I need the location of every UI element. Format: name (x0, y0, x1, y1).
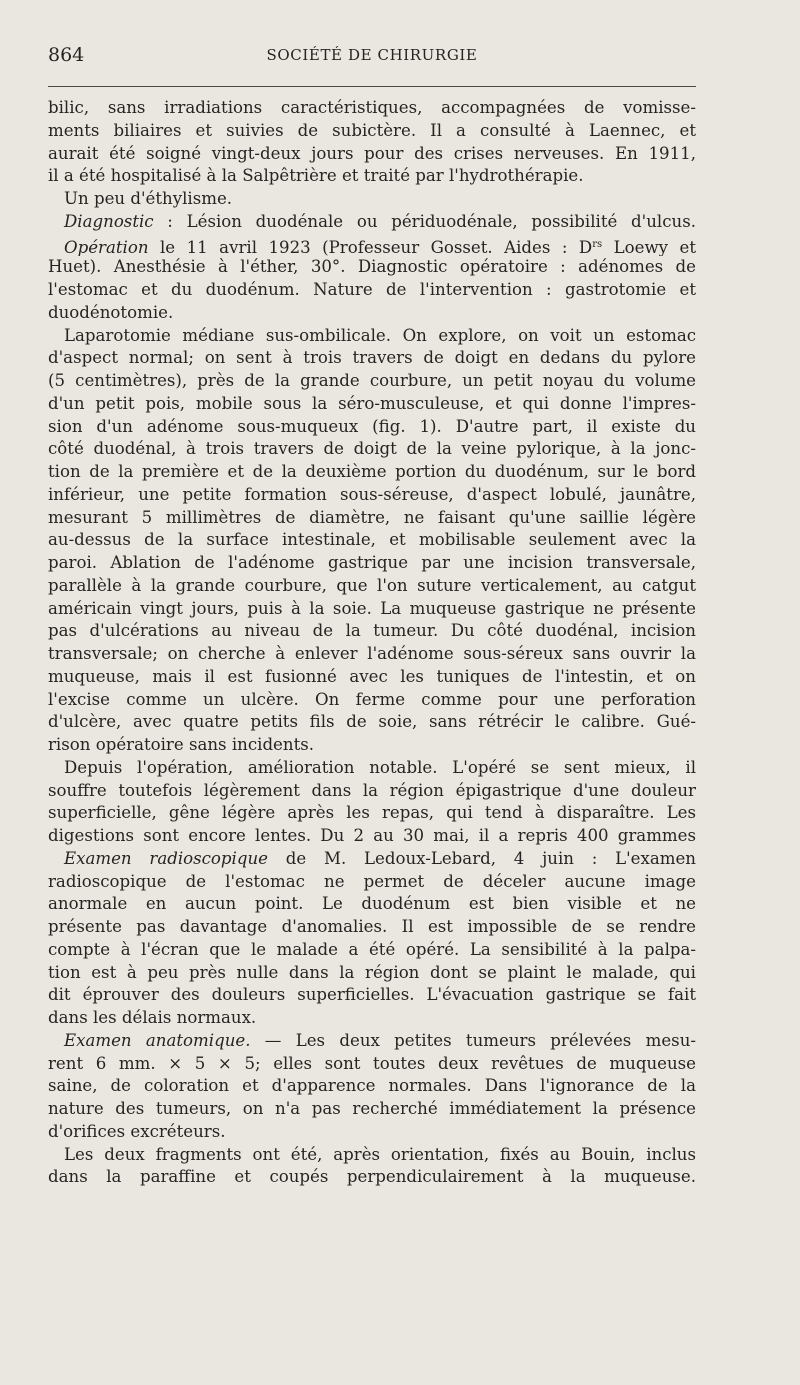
header-rule (48, 86, 696, 87)
text-line: Un peu d'éthylisme. (64, 189, 233, 208)
text-line: Examen radioscopique de M. Ledoux-Lebard, 4 juin : L'examen (64, 848, 696, 868)
paragraph (48, 97, 696, 188)
text-line: rison opératoire sans incidents. (48, 735, 315, 754)
paragraph (48, 1144, 696, 1190)
text-line: (5 centimètres), près de la grande courbure, un petit noyau du volume (48, 371, 696, 390)
text-line: rent 6 mm. × 5 × 5; elles sont toutes deux revêtues de muqueuse (48, 1053, 696, 1073)
diagnostic-label: Diagnostic (64, 211, 154, 231)
text-line: au-dessus de la surface intestinale, et mobilisable seulement avec la (48, 530, 696, 550)
doctors-superscript: rs (592, 238, 603, 250)
body-text (48, 97, 696, 1189)
text-line: transversale; on cherche à enlever l'adénome sous-séreux sans ouvrir la (48, 644, 696, 663)
text-line: superficielle, gêne légère après les repas, qui tend à disparaître. Les (48, 803, 696, 823)
text-line: saine, de coloration et d'apparence normales. Dans l'ignorance de la (48, 1076, 696, 1096)
text-line: parallèle à la grande courbure, que l'on suture verticalement, au catgut (48, 575, 696, 595)
text-line: anormale en aucun point. Le duodénum est bien visible et ne (48, 894, 696, 914)
text-line: radioscopique de l'estomac ne permet de déceler aucune image (48, 871, 696, 891)
text-line: tion de la première et de la deuxième portion du duodénum, sur le bord (48, 462, 696, 481)
text-line: Les deux fragments ont été, après orientation, fixés au Bouin, inclus (64, 1144, 696, 1164)
running-title: SOCIÉTÉ DE CHIRURGIE (266, 46, 478, 64)
text-line: présente pas davantage d'anomalies. Il est impossible de se rendre (48, 917, 696, 936)
operation-label: Opération (64, 237, 149, 257)
text-line: muqueuse, mais il est fusionné avec les tuniques de l'intestin, et on (48, 666, 696, 686)
text-line: d'aspect normal; on sent à trois travers de doigt en dedans du pylore (48, 348, 696, 368)
text-line: l'excise comme un ulcère. On ferme comme pour une perforation (48, 689, 696, 709)
text-line: bilic, sans irradiations caractéristiques, accompagnées de vomisse- (48, 98, 696, 117)
text-line: aurait été soigné vingt-deux jours pour des crises nerveuses. En 1911, (48, 143, 696, 163)
paragraph (48, 1030, 696, 1144)
text-line: Opération le 11 avril 1923 (Professeur Gosset. Aides : $D^{rs}$ Loewy et (64, 237, 696, 257)
text-line: l'estomac et du duodénum. Nature de l'intervention : gastrotomie et (48, 280, 696, 299)
text-line: d'ulcère, avec quatre petits fils de soie, sans rétrécir le calibre. Gué- (48, 712, 696, 732)
text-line: souffre toutefois légèrement dans la région épigastrique d'une douleur (48, 780, 696, 800)
text-line: dans la paraffine et coupés perpendiculairement à la muqueuse. (48, 1167, 696, 1187)
text-line: d'un petit pois, mobile sous la séro-musculeuse, et qui donne l'impres- (48, 393, 696, 413)
text-line: dit éprouver des douleurs superficielles. L'évacuation gastrique se fait (48, 985, 696, 1005)
paragraph (48, 848, 696, 1030)
text-line: tion est à peu près nulle dans la région dont se plaint le malade, qui (48, 962, 696, 982)
paragraph (48, 211, 696, 234)
paragraph (48, 325, 696, 757)
text-line: Huet). Anesthésie à l'éther, 30°. Diagnostic opératoire : adénomes de (48, 257, 696, 277)
paragraph (48, 188, 696, 211)
text-line: mesurant 5 millimètres de diamètre, ne faisant qu'une saillie légère (48, 507, 696, 527)
radioscopy-label: Examen radioscopique (64, 848, 268, 868)
text-line: paroi. Ablation de l'adénome gastrique par une incision transversale, (48, 553, 696, 572)
text-line: américain vingt jours, puis à la soie. La muqueuse gastrique ne présente (48, 598, 696, 618)
page-number: 864 (48, 44, 85, 66)
text-line: il a été hospitalisé à la Salpêtrière et traité par l'hydrothérapie. (48, 166, 584, 186)
text-line: d'orifices excréteurs. (48, 1121, 226, 1141)
text-line: Examen anatomique. — Les deux petites tumeurs prélevées mesu- (64, 1030, 696, 1050)
text-line (48, 211, 696, 234)
anatomy-label: Examen anatomique. (64, 1030, 251, 1050)
paragraph (48, 234, 696, 325)
text-line: Laparotomie médiane sus-ombilicale. On explore, on voit un estomac (64, 325, 696, 345)
text-line: nature des tumeurs, on n'a pas recherché immédiatement la présence (48, 1099, 696, 1118)
text-line: compte à l'écran que le malade a été opéré. La sensibilité à la palpa- (48, 939, 696, 959)
text-line: dans les délais normaux. (48, 1008, 257, 1027)
diagnostic-text: : Lésion duodénale ou périduodénale, possibilité d'ulcus. (153, 211, 696, 231)
text-line: pas d'ulcérations au niveau de la tumeur. Du côté duodénal, incision (48, 621, 696, 641)
text-line: sion d'un adénome sous-muqueux (fig. 1). D'autre part, il existe du (48, 416, 696, 436)
text-line: côté duodénal, à trois travers de doigt de la veine pylorique, à la jonc- (48, 439, 696, 459)
text-line: ments biliaires et suivies de subictère. Il a consulté à Laennec, et (48, 120, 696, 140)
page-header (48, 44, 696, 72)
paragraph (48, 757, 696, 848)
text-line: duodénotomie. (48, 302, 174, 322)
text-line: inférieur, une petite formation sous-séreuse, d'aspect lobulé, jaunâtre, (48, 484, 696, 504)
text-line: Depuis l'opération, amélioration notable. L'opéré se sent mieux, il (64, 757, 696, 777)
text-line: digestions sont encore lentes. Du 2 au 30 mai, il a repris 400 grammes (48, 826, 696, 845)
